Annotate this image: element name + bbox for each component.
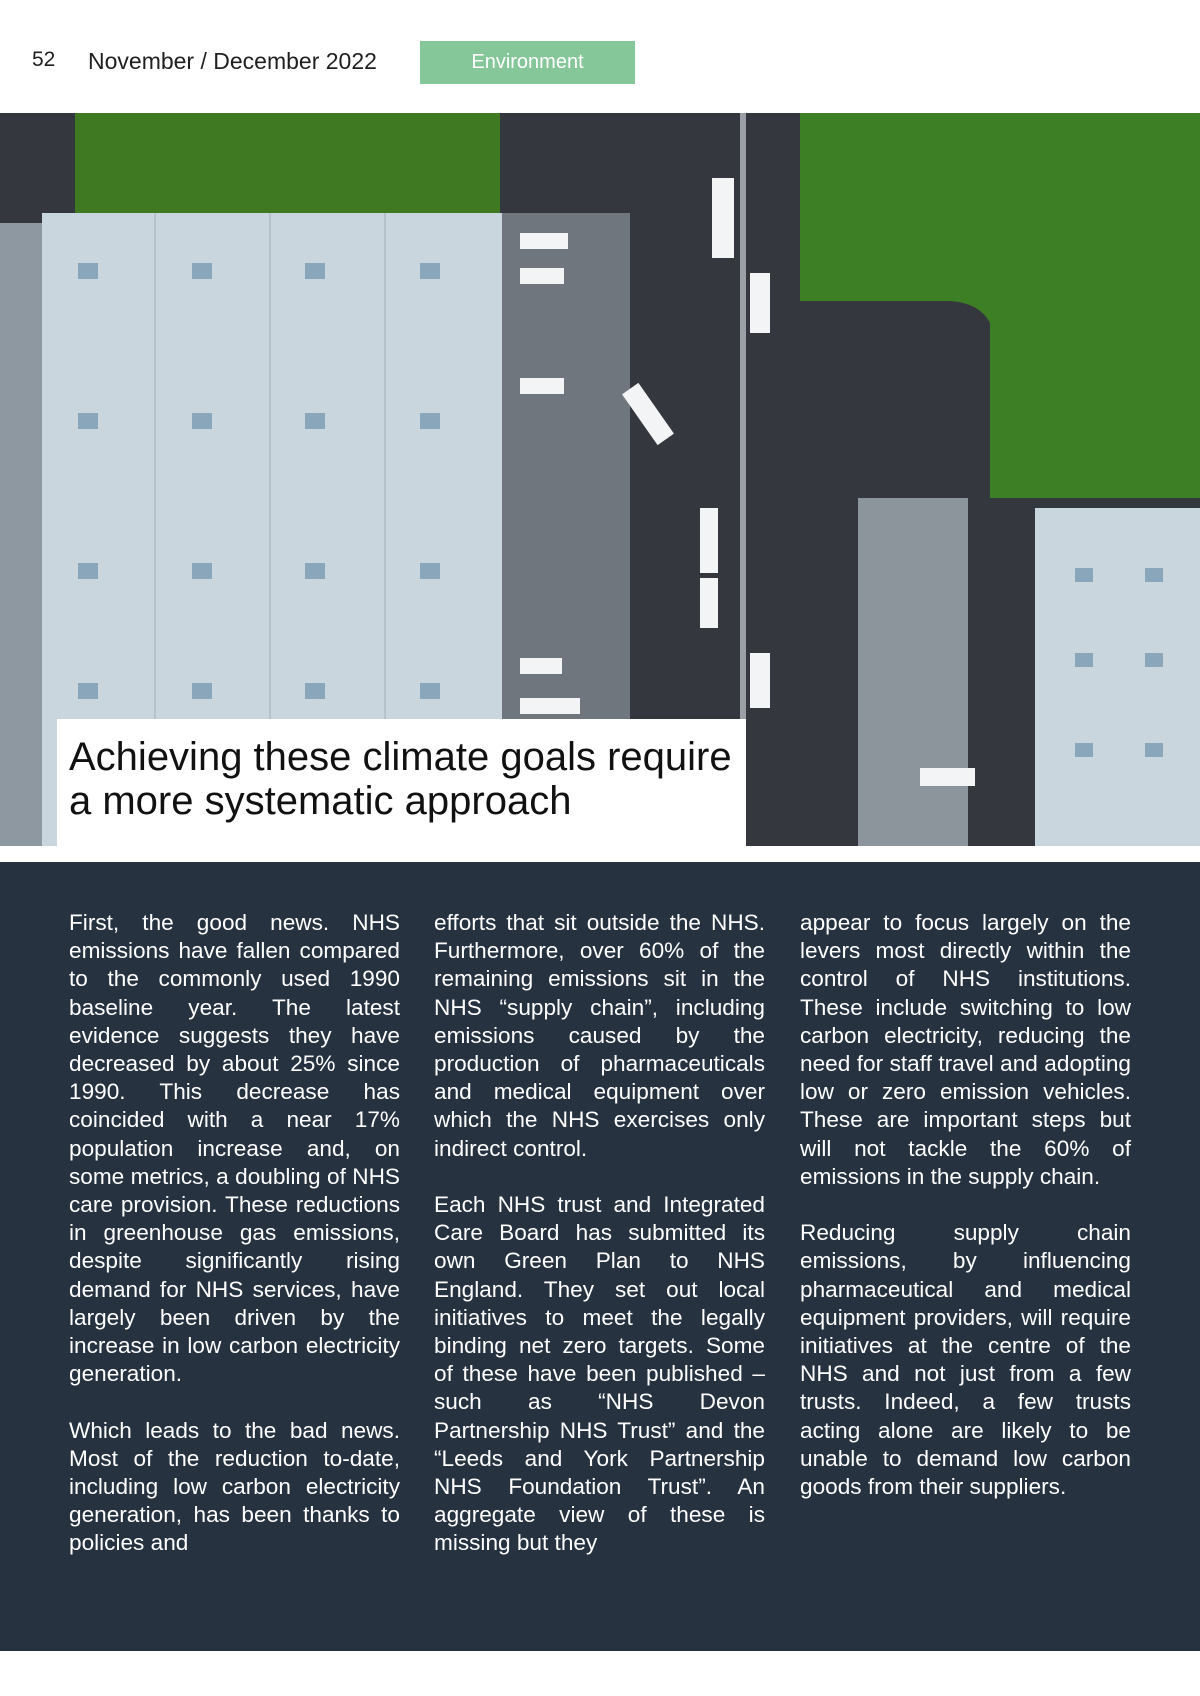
- paragraph: First, the good news. NHS emissions have fallen compared to the commonly used 1990 baseline year. The latest evidence suggests they have decreased by about 25% since 1990. This decrease has coincided with a near 17% population increase and, on some metrics, a doubling of NHS care provision. These reductions in greenhouse gas emissions, despite significantly rising demand for NHS services, have largely been driven by the increase in low carbon electricity generation.: [69, 910, 400, 1387]
- article-column-2: [434, 909, 765, 1586]
- article-column-1: [69, 909, 400, 1586]
- paragraph: efforts that sit outside the NHS. Furthermore, over 60% of the remaining emissions sit in the NHS “supply chain”, including emissions caused by the production of pharmaceuticals and medical equipment over which the NHS exercises only indirect control.: [434, 910, 765, 1161]
- headline-box: [57, 719, 746, 846]
- paragraph: appear to focus largely on the levers most directly within the control of NHS institutions. These include switching to low carbon electricity, reducing the need for staff travel and adopting low or zero emission vehicles. These are important steps but will not tackle the 60% of emissions in the supply chain.: [800, 910, 1131, 1189]
- paragraph: Reducing supply chain emissions, by influencing pharmaceutical and medical equipment providers, will require initiatives at the centre of the NHS and not just from a few trusts. Indeed, a few trusts acting alone are likely to be unable to demand low carbon goods from their suppliers.: [800, 1220, 1131, 1500]
- page-header: [0, 0, 1200, 113]
- article-headline: Achieving these climate goals require a more systematic approach: [69, 735, 732, 823]
- page-number: 52: [32, 48, 56, 71]
- article-body: [0, 862, 1200, 1651]
- paragraph: Each NHS trust and Integrated Care Board has submitted its own Green Plan to NHS England. They set out local initiatives to meet the legally binding net zero targets. Some of these have been published – such as “NHS Devon Partnership NHS Trust” and the “Leeds and York Partnership NHS Foundation Trust”. An aggregate view of these is missing but they: [434, 1192, 765, 1556]
- section-tag: Environment: [420, 41, 635, 84]
- paragraph: Which leads to the bad news. Most of the reduction to-date, including low carbon electricity generation, has been thanks to policies and: [69, 1417, 400, 1556]
- issue-date: November / December 2022: [88, 48, 377, 74]
- article-column-3: [800, 909, 1131, 1529]
